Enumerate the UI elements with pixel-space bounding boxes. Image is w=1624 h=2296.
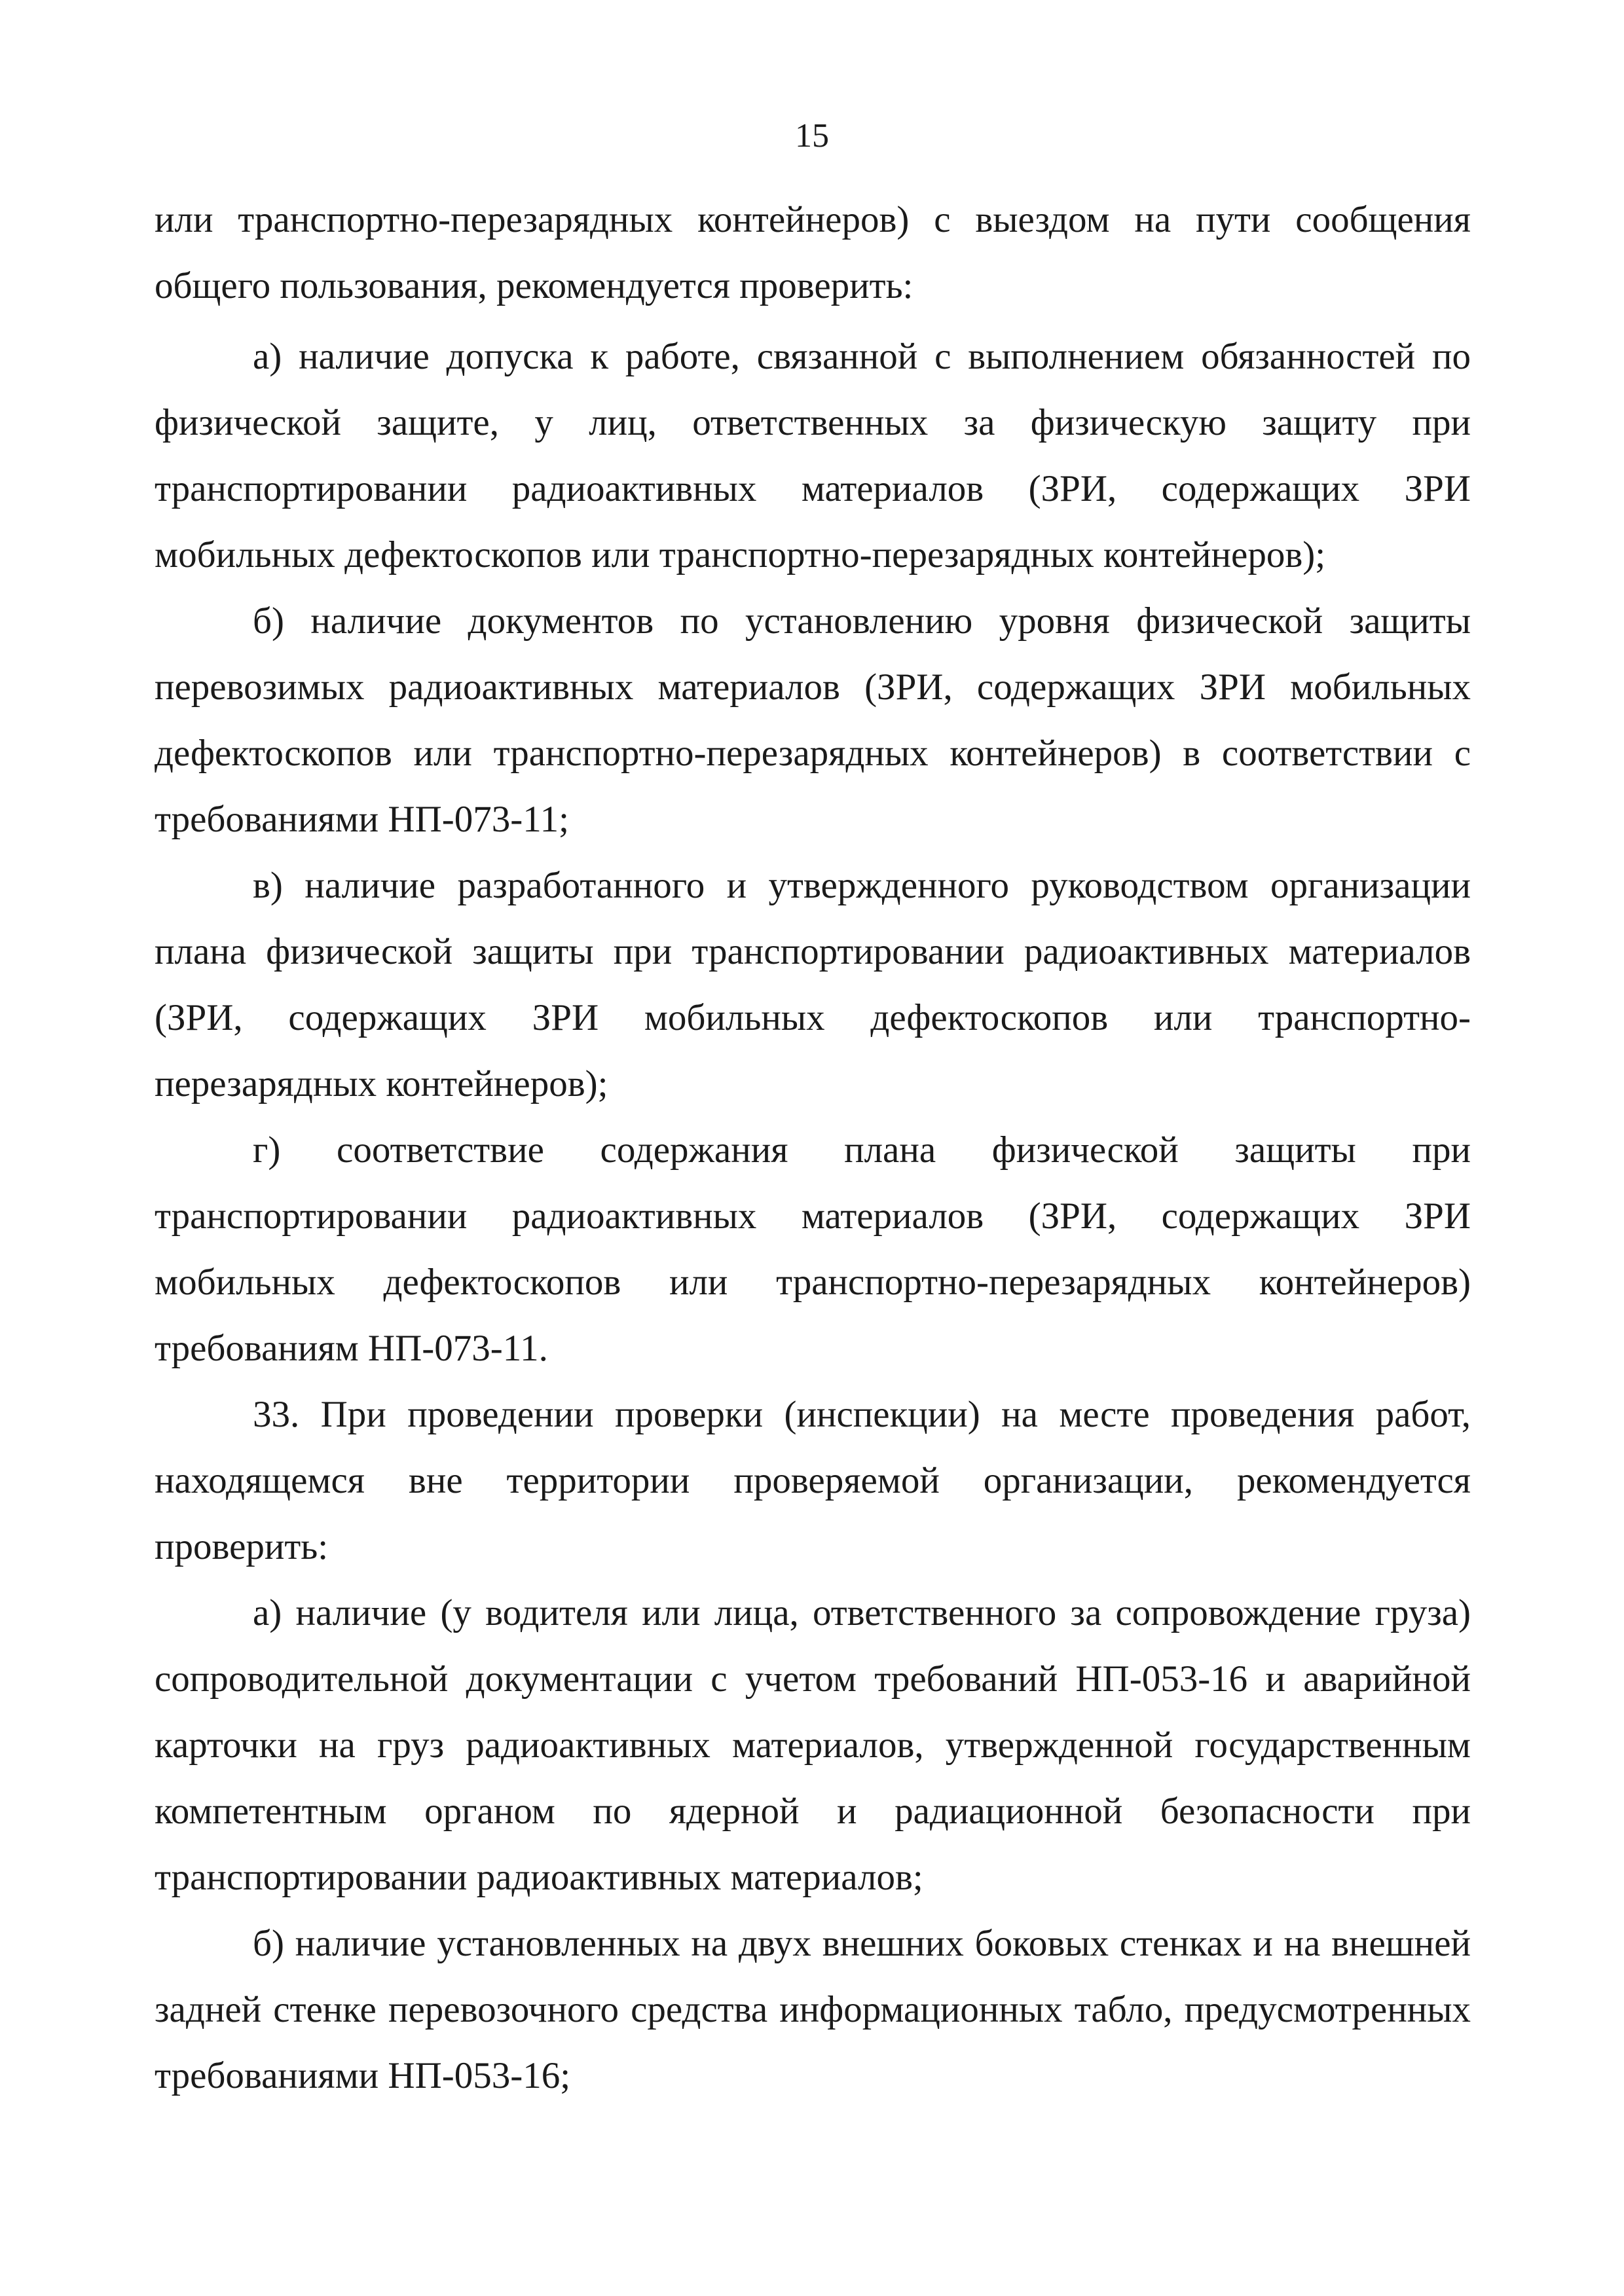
paragraph-item-b: б) наличие документов по установлению уровня физической защиты перевозимых радиоактивных материалов (ЗРИ, содержащих ЗРИ мобильных дефектоскопов или транспортно-перезарядных контейнеров) в соответствии с требованиями НП-073-11; — [155, 600, 1471, 840]
paragraph-item-g: г) соответствие содержания плана физической защиты при транспортировании радиоактивных материалов (ЗРИ, содержащих ЗРИ мобильных дефектоскопов или транспортно-перезарядных контейнеров) требованиям НП-073-11. — [155, 1129, 1471, 1369]
paragraph-item-a: а) наличие допуска к работе, связанной с выполнением обязанностей по физической защите, у лиц, ответственных за физическую защиту при транспортировании радиоактивных материалов (ЗРИ, содержащих ЗРИ мобильных дефектоскопов или транспортно-перезарядных контейнеров); — [155, 336, 1471, 575]
paragraph-section-33-item-a: а) наличие (у водителя или лица, ответственного за сопровождение груза) сопроводительной документации с учетом требований НП-053-16 и аварийной карточки на груз радиоактивных материалов, утвержденной государственным компетентным органом по ядерной и радиационной безопасности при транспортировании радиоактивных материалов; — [155, 1592, 1471, 1898]
paragraph-section-33-item-b: б) наличие установленных на двух внешних боковых стенках и на внешней задней стенке перевозочного средства информационных табло, предусмотренных требованиями НП-053-16; — [155, 1923, 1471, 2096]
page-number: 15 — [795, 117, 829, 155]
paragraph-continuation: или транспортно-перезарядных контейнеров) с выездом на пути сообщения общего пользования, рекомендуется проверить: — [155, 199, 1471, 306]
document-body — [155, 187, 1471, 2109]
paragraph-section-33: 33. При проведении проверки (инспекции) на месте проведения работ, находящемся вне территории проверяемой организации, рекомендуется проверить: — [155, 1394, 1471, 1567]
paragraph-item-v: в) наличие разработанного и утвержденного руководством организации плана физической защиты при транспортировании радиоактивных материалов (ЗРИ, содержащих ЗРИ мобильных дефектоскопов или транспортно-перезарядных контейнеров); — [155, 865, 1471, 1104]
